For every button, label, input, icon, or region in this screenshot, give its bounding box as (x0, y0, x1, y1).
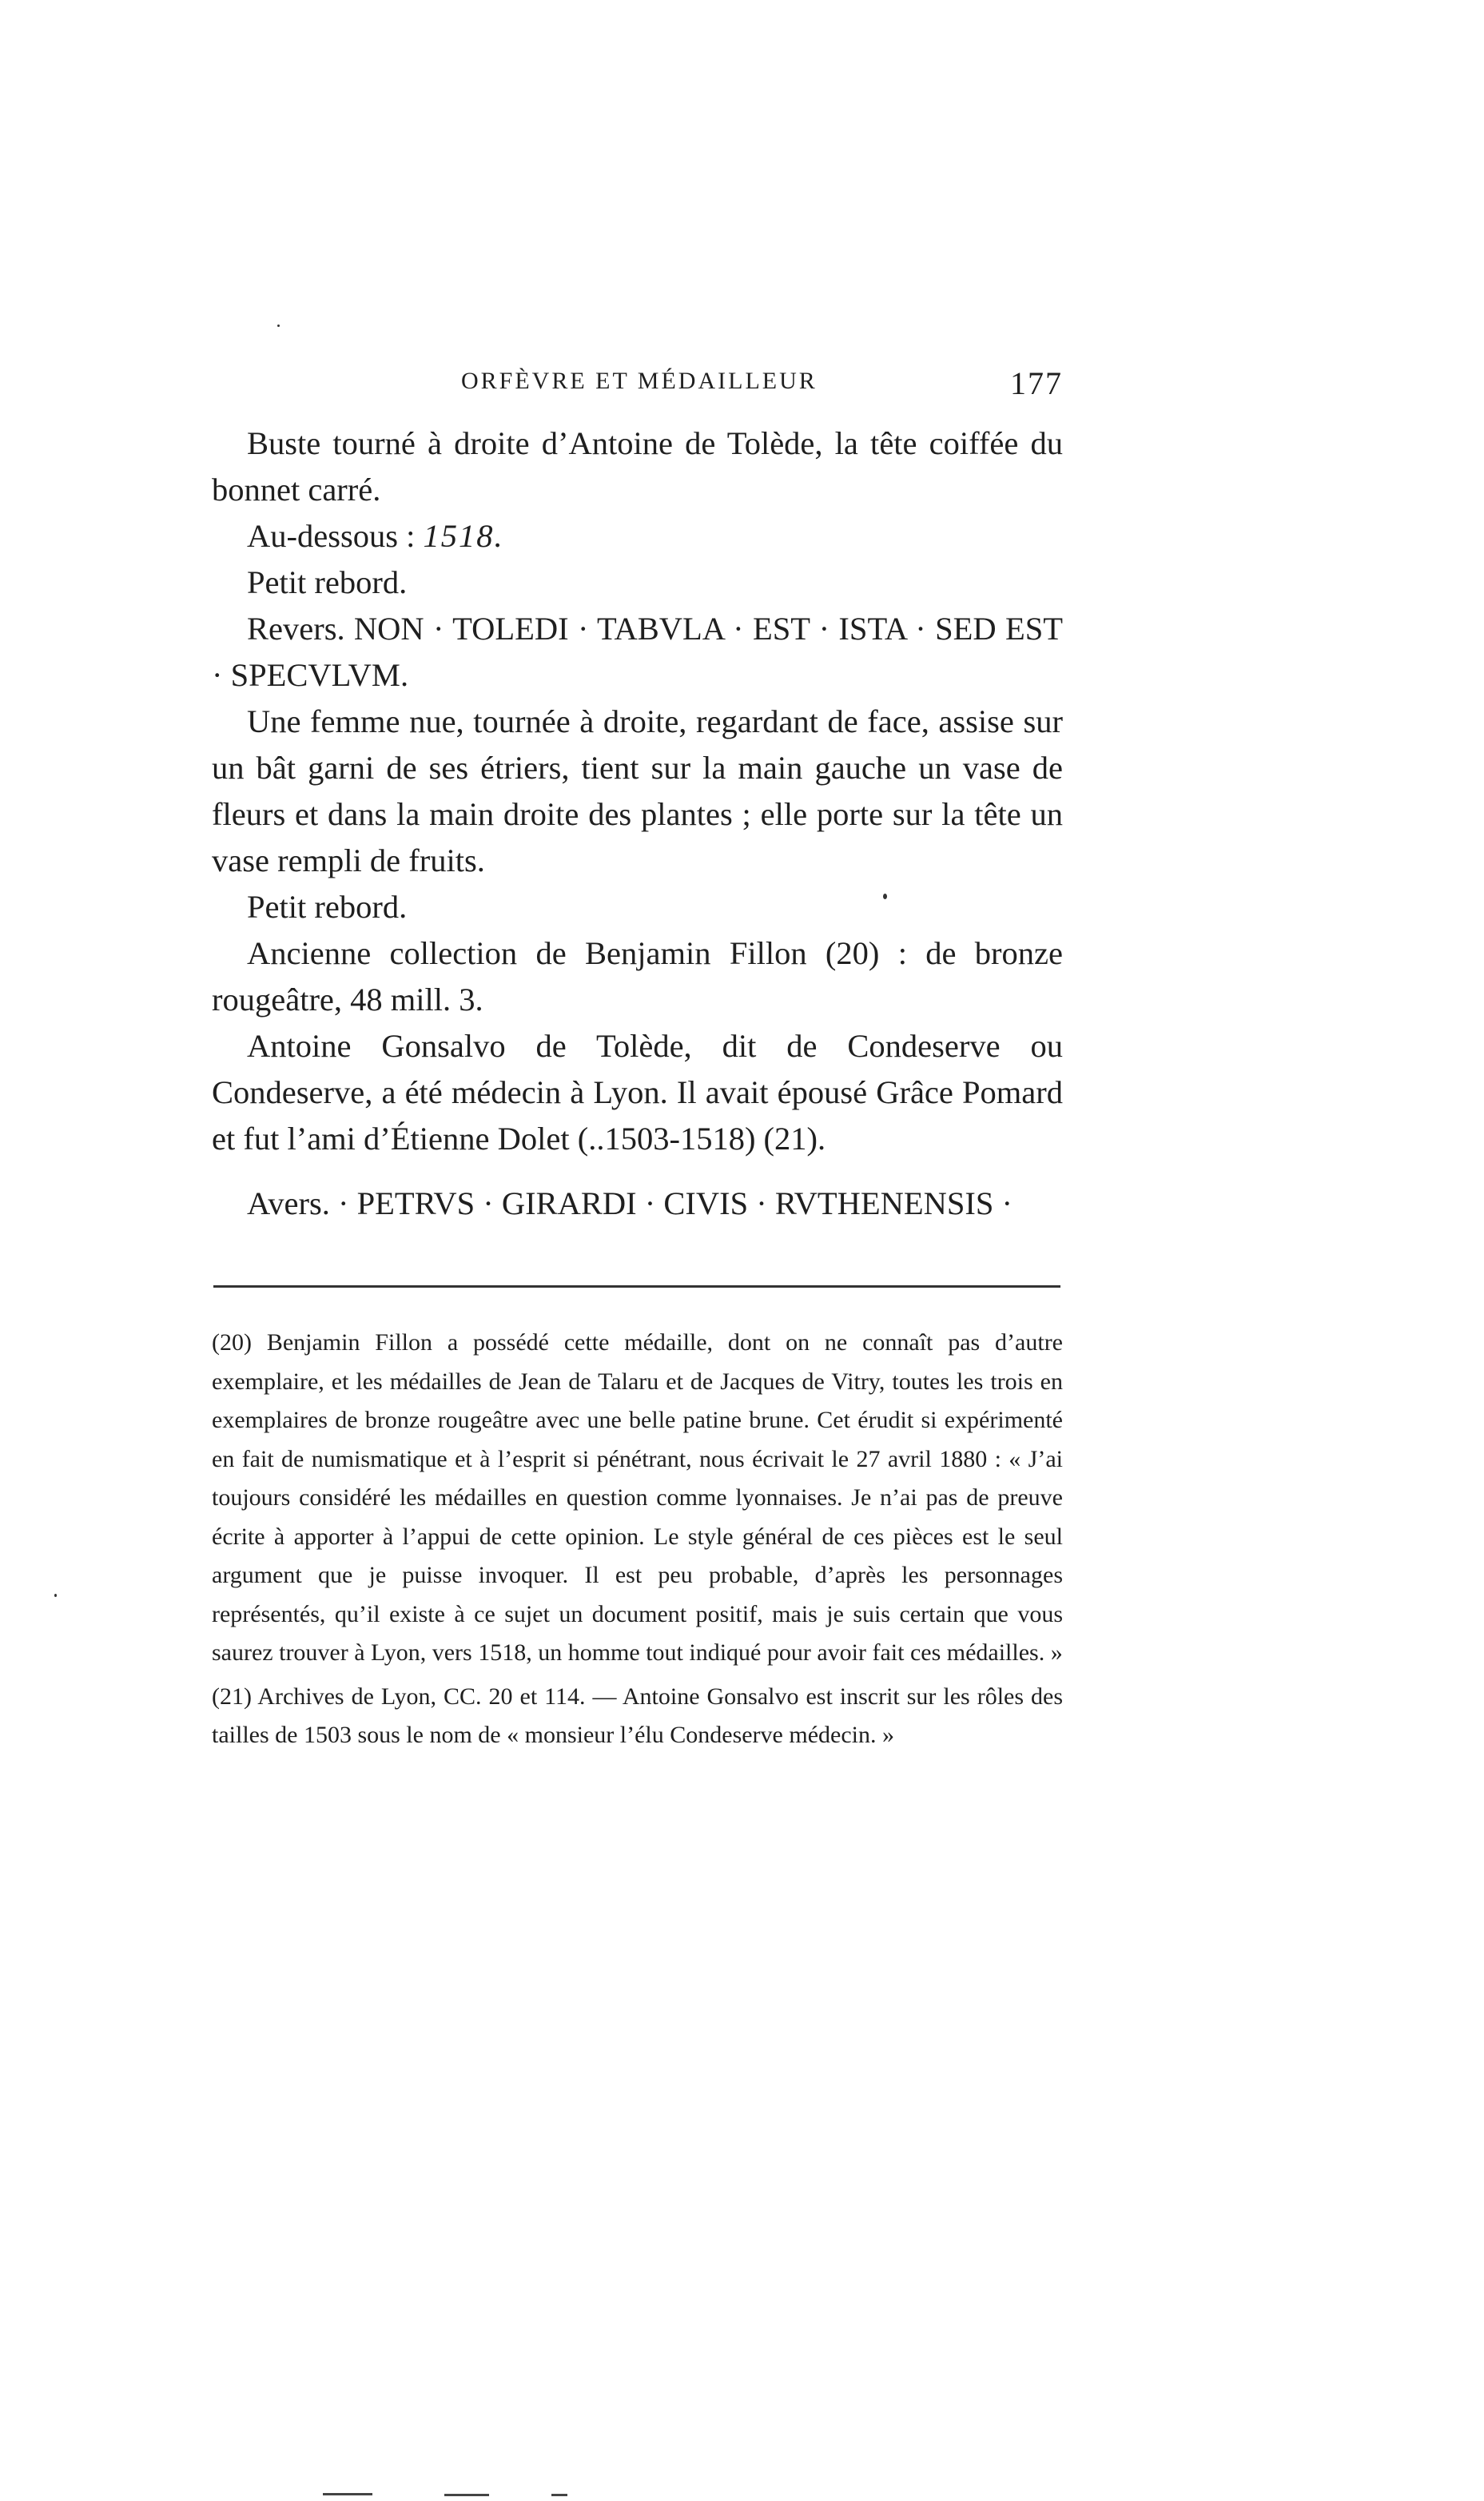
scan-edge-mark (323, 2493, 372, 2495)
medal-date: 1518. (423, 518, 504, 554)
footnotes (212, 1324, 1063, 1755)
footnote-20: (20) Benjamin Fillon a possédé cette médaille, dont on ne connaît pas d’autre exemplaire, et les médailles de Jean de Talaru et de Jacques de Vitry, toutes les trois en exemplaires de bronze rougeâtre avec une belle patine brune. Cet érudit si expérimenté en fait de numismatique et à l’esprit si pénétrant, nous écrivait le 27 avril 1880 : « J’ai toujours considéré les médailles en question comme lyonnaises. Je n’ai pas de preuve écrite à apporter à l’appui de cette opinion. Le style général de ces pièces est le seul argument que je puisse invoquer. Il est peu probable, d’après les personnages représentés, qu’il existe à ce sujet un document positif, mais je suis certain que vous saurez trouver à Lyon, vers 1518, un homme tout indiqué pour avoir fait ces médailles. » (212, 1329, 1063, 1666)
paragraph-bust-description: Buste tourné à droite d’Antoine de Tolède, la tête coiffée du bonnet carré. (212, 425, 1063, 508)
ink-speck (277, 325, 280, 327)
footnote-rule (213, 1285, 1060, 1288)
paragraph-collection: Ancienne collection de Benjamin Fillon (20) : de bronze rougeâtre, 48 mill. 3. (212, 935, 1063, 1018)
page-number: 177 (1010, 365, 1063, 401)
ink-speck (883, 894, 887, 899)
scan-edge-mark (551, 2494, 567, 2496)
scan-edge-mark (444, 2494, 489, 2496)
paragraph-reverse-description: Une femme nue, tournée à droite, regardant de face, assise sur un bât garni de ses étriers, tient sur la main gauche un vase de fleurs et dans la main droite des plantes ; elle porte sur la tête un vase rempli de fruits. (212, 703, 1063, 878)
running-title: ORFÈVRE ET MÉDAILLEUR (461, 368, 818, 394)
ink-speck (54, 1594, 57, 1597)
main-text (212, 420, 1063, 1227)
paragraph-rim-note-2: Petit rebord. (247, 889, 408, 925)
date-label: Au-dessous : (247, 518, 416, 554)
paragraph-biography: Antoine Gonsalvo de Tolède, dit de Condeserve ou Condeserve, a été médecin à Lyon. Il avait épousé Grâce Pomard et fut l’ami d’Étienne Dolet (..1503-1518) (21). (212, 1028, 1063, 1157)
paragraph-obverse-legend: Avers. · PETRVS · GIRARDI · CIVIS · RVTHENENSIS · (247, 1185, 1013, 1221)
paragraph-reverse-legend: Revers. NON · TOLEDI · TABVLA · EST · ISTA · SED EST · SPECVLVM. (212, 611, 1063, 693)
paragraph-rim-note: Petit rebord. (247, 564, 408, 600)
paragraph-date-line (212, 513, 1063, 560)
footnote-21: (21) Archives de Lyon, CC. 20 et 114. — Antoine Gonsalvo est inscrit sur les rôles des tailles de 1503 sous le nom de « monsieur l’élu Condeserve médecin. » (212, 1683, 1063, 1748)
running-head (212, 364, 1063, 412)
